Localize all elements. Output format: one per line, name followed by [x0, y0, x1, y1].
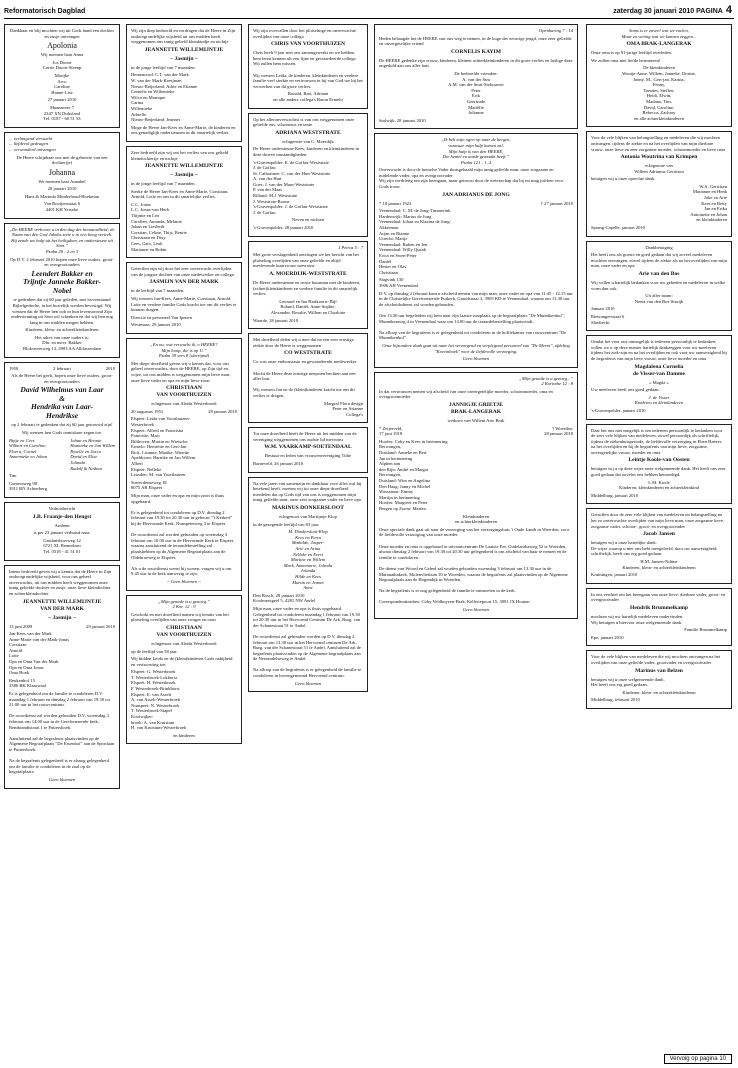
- closing: Moge de Heere Jan-Kees en Anne-Marie, de kinderen en ons genadiglijk ondersteunen in dit smartelijk verlies.: [131, 124, 236, 136]
- body: Intens bedroefd geven wij u kennis dat de Heere in Zijn ondoorgrondelijke wijsheid, voor ons geheel onverwachts, uit ons midden heeft weggenomen onze innig geliefde dochter en zusje, onze lieve kleindochter en achterkleindochter: [9, 568, 112, 596]
- text: mochten wij uw hartelijk medeleven ondervinden. Wij betuigen u hiervoor onze welgemeende dank.: [591, 613, 684, 625]
- column-5: [586, 24, 732, 1062]
- signature: H.M. Jansen-Ndiine Kinderen, klein- en achterkleinkinderen: [622, 559, 696, 570]
- siblings: Marijke Arco Caroline Hanne-Lise: [51, 72, 73, 95]
- date: Kruiningen, januari 2010: [591, 572, 638, 578]
- birth-date: 20 augustus 1951: [131, 408, 164, 414]
- body: In dat vertrouwen nemen wij afscheid van onze onvergetelijke moeder, schoonmoeder, oma en overgrootmoeder: [379, 388, 553, 400]
- arrangements: Er is gelegenheid om de familie te condoleren D.V. maandag 1 februari en dinsdag 2 februari van 19.30 tot 21.00 uur in het rouwcentrum. De rouwdienst zal worden gehouden D.V. woensdag 3 februari om 14.00 uur in de Gereformeerde kerk, Rembrandtstraat 1 te Puttershoek. Aansluitend zal de begrafenis plaatsvinden op de Algemene Begraafplaats "De Essenhof" aan de Sportlaan te Puttershoek. Na de begrafenis gelegenheid is er alsnog gelegenheid om de familie te condoleren in de zaal op de begraafplaats.: [9, 691, 115, 775]
- child-name: Johanna: [48, 167, 76, 177]
- deceased-name: Jacob Jansen: [643, 531, 675, 538]
- text: De Heere ondersteune en troste buurman met de kinderen, (achter)kleinkinderen en verdere familie in dit smartelijk verlies.: [253, 280, 361, 297]
- lead: Onze oma is op 91-jarige leeftijd overleden.: [591, 50, 672, 56]
- deceased-name: Hendrik Brummelkamp: [630, 604, 688, 611]
- address: Cumeraweg 98 3911 RN Achterberg: [9, 480, 48, 492]
- deceased-name: JAN ADRIANUS DE JONG: [442, 191, 510, 198]
- call-name: ~ Jasmijn ~: [48, 614, 76, 621]
- place: Arnhem: [54, 522, 70, 528]
- quote: „Mijn genade is u genoeg.” 2 Kor. 12 : 9: [158, 598, 210, 610]
- family: 's-Gravenpolder: E. de Goffau-Weststrate J. de Goffau St. Catharinee: C. van der Hart-Weststrate A. van der Hart Goes: J. van der Maas-Weststrate P. van der Maas Rilland: M.J. Weststrate J. Weststrate-Boone 's-Gravenpolder: J. de Goffau-Weststrate J. de Goffau: [253, 159, 331, 215]
- family: Hoofes: Coby en Kees in herinnering Berwangen, Duisland: Anneke en Bert Jan in herinnering Alphen aan den Rijn: André en Margot Berwangen, Duisland: Wim en Angelina Den Haag: Janny en Michel Wassenaar: Emmy Martijn in herinnering Hoofes: Margreet en Peter Bergen op Zoom: Marien: [379, 438, 448, 511]
- family: Jan-Kees van der Mark Anne-Marie van der Mark-Jonas Corstiaan Arnold Lotte Opa en Oma Van der Mark Opa en Oma Jonas Oma Hoek: [9, 631, 70, 676]
- deceased-name: OMA BRAK-LANGERAK: [626, 41, 692, 48]
- note: Geen bloemen: [462, 607, 490, 613]
- age: in de leeftijd van 7 maanden.: [131, 288, 185, 294]
- body: Sterke de Heere Jan-Kees en Anne-Marie, Corstiaan, Arnold, Lotte en ons in dit smartelijke verlies.: [131, 188, 229, 200]
- death-notice-neighbours: [248, 241, 368, 330]
- deceased-name: Leintje Koole-van Oosten: [628, 457, 690, 464]
- family: Heinenoord: C.T. van der Mark W. van der Mark-Koeijman Nieuw-Beijerland: Adrie en Elianne Cornelis en Willemieke Wilco en Monique Carina Willemieke Adrielle Nieuw-Beijerland: Jeannet: [131, 72, 198, 123]
- family: Elspeet: Leida van Voorthuizen- Westerbroek Elspeet: Alfred en Franciska Francette, Marc Bilthoven: Martin en Wietsche Ermelo: Henriëtte en Gert-Jan Rick, Lisanne, Maaike, Winette Apeldoorn: Harmke en Jan Willem Albert Elspeet: Nelleke Leusden: M. van Voorthuizen: [131, 416, 196, 478]
- note: Geen bloemen: [48, 776, 76, 782]
- call-name: Wij noemen haar Anna: [40, 52, 84, 58]
- continued-on-page-link[interactable]: Vervolg op pagina 10: [664, 1054, 732, 1064]
- note: ~ Geen bloemen ~: [167, 578, 201, 584]
- thanks-van-den-bos: [586, 241, 732, 332]
- body: Tot onze droefheid heeft de Heere uit het midden van de vereniging weggenomen ons oudste lid mevrouw: [253, 431, 357, 442]
- deceased-name: CO WESTSTRATE: [284, 350, 332, 357]
- grandchildren-notice: [586, 24, 732, 127]
- call-name: We noemen haar Annabel: [38, 178, 86, 184]
- thanks-note: Onze bijzondere dank gaat uit naar het verzorgend en verplegend personeel van "De Meent", afdeling "Koreinhoek" voor de liefdevolle verzorging.: [382, 342, 570, 354]
- age: op de leeftijd van 58 jaar.: [131, 648, 178, 654]
- spouse: echtgenote van Willem Adrianus Gerritsen: [634, 163, 684, 174]
- deceased-name: CHRISTIAAN VAN VOORTHUIZEN: [156, 624, 212, 638]
- text: betuigen wij u onze hartelijke dank. De wijze waarop u met ons hebt meegeleefd, door uw aanwezigheid, schriftelijk, heeft ons erg goed gedaan.: [591, 540, 718, 557]
- title: Dankbetuiging: [645, 244, 673, 250]
- couple-names: Leendert Bakker en Trijntje Janneke Bakker- Nobel: [22, 268, 102, 295]
- call-name: ~ Jasmijn ~: [170, 172, 198, 179]
- thanks-de-visser: [586, 335, 732, 419]
- body: Na vele jaren van samenzijn en dankbaar voor alles wat hij betekend heeft, moeten wij tot onze diepe droefheid meedelen dat op Gods tijd van ons is weggenomen mijn innig geliefde man, onze zeer zorgzame vader en lieve opa: [253, 480, 362, 503]
- age: in de gezegende leeftijd van 83 jaar.: [253, 521, 320, 527]
- family: De bedroefde vrienden: A. van der Sint A.M. van der Smit-Stobouwer Peter Erik Geertrude Mariëlle Julianne: [448, 70, 504, 116]
- note: Geen bloemen: [462, 356, 490, 362]
- family: W.A. Gerritsen Marianne en Henk Joke en Arie Kees en Betty Jan en Erika Antoinette en Johan en kleinkinderen: [690, 183, 727, 223]
- signature: J. de Visser Kinderen en kleinkinderen: [634, 394, 684, 406]
- dates: [379, 201, 573, 207]
- family: Kinderen, klein- en achterkleinkinderen: [25, 327, 99, 333]
- body: Geschokt en met droefheid namen wij kennis van het plotseling overlijden van onze zwager en oom: [131, 611, 229, 623]
- deceased-name: JASMIJN VAN DER MARK: [149, 279, 219, 286]
- body: Onverwacht is door de hemelse Vader thuisgehaald mijn innig geliefde man, onze zorgzame en midelende vader, opa en overgrootvader Wij zijn verdrietig om zijn heengaan, maar getroost door de wetenschap dat hij nu mag juichen voor Gods troon.: [379, 167, 564, 190]
- body: op 2 februari te gedenken dat zij 60 jaar getrouwd zijn!: [11, 422, 113, 428]
- family-right: Johan en Hennie Hannieke en Jan Willem Roselie en Jacco David en Elise Jolanda Rudolf & Nathan: [70, 437, 115, 471]
- signature: Familie Brummelkamp: [684, 627, 727, 633]
- column-1: [4, 24, 120, 1062]
- text: Wij willen u hartelijk bedanken voor uw gebeden en medeleven in welke vorm dan ook.: [591, 280, 726, 291]
- thanks-van-krimpen: [586, 131, 732, 236]
- address: Beukenhof 15 3386 BK Klaaswaal: [9, 677, 46, 689]
- signature: Uit aller naam: Neeia van den Bos-Struijk: [634, 293, 684, 304]
- body: te gedenken dat zij 60 jaar geleden, met bovenstaand Bijbelgedeelte, in het huwelijk werden bevestigd. Wij wensen dat de Heere hen ook in hun levensavond Zijn ondersteuning uit Sion wil schenken en dat wij hen nog lang in ons midden mogen hebben.: [11, 297, 113, 325]
- address: Gasthuisboerweg 12 6721 XL Bennekom Tel. 0318 - 41 51 01: [43, 537, 81, 554]
- family: De kleinkinderen Woutje-Anne, Willem, Janneke, Dorine, Janny, M., Gert-jan, Karina, Fenny, Tonnies, Steffen, Heidi, Elwin, Madana, Tim, David, Caroline, Rebecca, Zachary en alle achterkleinkinderen: [622, 65, 696, 121]
- body: Met diepe droefheid geven wij u kennis dat, voor ons geheel onverwachts, door de HEERE, op Zijn tijd en wijze, uit ons midden is weggenomen mijn lieve man, onze lieve vader en opa en mijn lieve zoon: [131, 360, 231, 383]
- date: Sprang-Capelle, januari 2010: [591, 225, 645, 231]
- deceased-name: Magdalena Cornelia de Visser-van Damme: [633, 363, 685, 377]
- deceased-name: Antonia Woutrina van Krimpen: [620, 154, 698, 161]
- quote: „Mijn genade is u genoeg...” 2 Korinthe 12 : 8: [519, 375, 573, 387]
- spouse: echtgenote van C. Moerdijk: [282, 138, 334, 144]
- thanks-van-belzen: [586, 650, 732, 709]
- spouse: echtgenoot van Aleida Westerbroek: [151, 640, 217, 646]
- body: In ons verdriet om het heengaan van onze lieve, dierbare vader, groot- en overgrootvader: [591, 591, 726, 603]
- column-3: [248, 24, 368, 1062]
- date: Januari 2010: [591, 306, 615, 312]
- deceased-name: Arie van den Bos: [638, 271, 680, 277]
- quote: 1 Petrus 5 : 7: [337, 244, 363, 250]
- family-end: en kinderen: [173, 732, 195, 738]
- deceased-name: CHRIS VAN VOORTHUIZEN: [271, 41, 345, 48]
- family: Elspeet: G. Westerbroek T. Westerbroek-Lokhorst Elspeet: H. Westerbroek F. Westerbroek-Brinkhorst Elspeet: E. van Asselt A. van Asselt-Westerbroek Nunspeet: N. Westerbroek T. Westerbroek-Stapel Kootwijker- broek: A. van Kruistum H. van Kruistum-Westerbroek: [131, 669, 187, 731]
- quote: „Ik heb mijn ogen op naar de bergen, vanwaar mijn hulp komen zal. Mijn hulp is van den HEERE, Die hemel en aarde gemaakt heeft.” Psalm 121 : 1, 2: [441, 137, 511, 165]
- call-name: « Magda »: [649, 379, 669, 385]
- anniv-date: 2 februari: [53, 365, 71, 371]
- wish: Wij wensen hen Gods onmisbare zegen toe.: [21, 430, 103, 436]
- death-notice-co-weststrate: [248, 333, 368, 423]
- text: betuigen wij u onze welgemeende dank. Het heeft ons erg goed gedaan.: [591, 676, 665, 688]
- intro: Dankbaar en blij mochten wij uit Gods hand een dochter en zusje ontvangen: [10, 28, 114, 39]
- call-name: ~ Jasmijn ~: [170, 55, 198, 62]
- parents: Jos Doorn Corrie Doorn-Steenp: [42, 59, 82, 71]
- date: Barneveld, 26 januari 2010: [253, 461, 304, 467]
- text: De HEERE gedenke zijn vrouw, kinderen, kleinen achterkleinkinderen in dit grote verlies en heilige deze ongeduld aan ons aller hart.: [379, 57, 573, 69]
- birth-notice-apolonia: [4, 24, 120, 128]
- body: Chris heeft 9 jaar met ons samengewerkt en we hebben hem leren kennen als een fijne en gewaardeerde collega. Wij zullen hem missen. Wij wensen Leida, de kinderen, kleinkinderen en verdere familie veel sterkte en vertrouwen in hij van God toe bij het verwerken van dit grote verlies.: [253, 50, 363, 89]
- thanks-jansen: [586, 508, 732, 583]
- family-left: Bijtje en Cees Wilbert en Caroline; Elvera, Cornel Annemieke en Johan: [9, 437, 48, 460]
- deceased-name: JEANNETTE WILLEMIJNTJE: [144, 46, 224, 53]
- deceased-name: A. MOERDIJK-WESTSTRATE: [269, 271, 347, 277]
- signature: Margraf Flora design Peter en Arianne Collega's: [324, 400, 363, 417]
- family: Veenendaal: C. M. de Jong-Timmerink Hardenwijk: Marius de Jong Veenendaal: Johan en Klazina de Jong- Akkerman Arjan en Rianne Utrecht: Marije Veenendaal: Ruben en Jen Veenendaal: Willy Quaak Erica en Swen-Peter Daniël Hester en Olav Christiaan: [379, 208, 452, 275]
- body: De Heere ondersteune Kees, kinderen en kleinkinderen in deze droeve omstandigheden.: [253, 146, 360, 157]
- birth-date: 13 juni 2009: [9, 623, 33, 629]
- lead: Als de Heere het geeft, hopen onze lieve ouders, groot- en overgrootouders: [11, 373, 113, 384]
- date-address: Den Bosch, 28 januari 2010 Koolmeesgeel 5, 4281 NW Andel: [253, 592, 316, 604]
- intro: ... verlangend verwacht ... liefdevol gedragen ... verwonderd ontvangen: [9, 135, 56, 152]
- arrangements: Onze speciale dank gaat uit naar de verzorging van het verzorgingshuis 't Oude Landt in Woerden, voor de liefdevolle verzorging van onze moeder. Onze moeder en oma is opgebaard in uitvaartcentrum De Laatste Eer, Oudelandseweg 52 te Woerden, alwaar dinsdag 2 februari van 19.30 tot 20.30 uur gelegenheid is om afscheid van haar te nemen en de familie te condoleren. De dienst van Woord en Gebed zal worden gehouden woensdag 3 februari om 13.30 uur in de Maranathakerk, Molenvlietlaan 10 te Woerden, waarna de begrafenis zal plaatsvinden op de Algemene Begraafplaats aan de Hogendijk in Woerden. Na de begrafenis is er nog gelegenheid de familie te ontmoeten in de kerk. Correspondentieadres: Coby Veldhuyzen-Brak, Kelleriepoort 15, 3991 JX Houten: [379, 526, 570, 605]
- lead: Op het alleronverwachtst is van ons weggenomen onze geliefde zus, schoonzus en tante: [253, 116, 355, 128]
- page-label: PAGINA: [696, 8, 723, 15]
- death-notice-brak-langerak: [374, 372, 578, 619]
- signature: Directie en personeel Van Ipenen: [131, 314, 192, 320]
- signature: Kinderen, klein- en achterkleinkinderen: [622, 689, 696, 695]
- birth-date: 28 januari 2010: [47, 186, 77, 192]
- age: in de jonge leeftijd van 7 maanden.: [131, 181, 196, 187]
- lead: Zeer bedroefd zijn wij om het verlies van ons geliefd kleindochtertje en nichtje: [131, 149, 229, 161]
- deceased-name: Marinus van Belzen: [635, 667, 683, 674]
- family-end: Neven en nichten: [291, 217, 325, 223]
- body: Met droefheid delen wij u mee dat na een zeer ernstige ziekte door de Heere is weggenomen: [253, 337, 354, 348]
- moving-notice: [4, 502, 120, 561]
- thanks: betuigen wij u onze oprechte dank.: [591, 176, 656, 182]
- birth-date: * Zeijerveld, 17 juni 1918: [379, 425, 403, 437]
- column-4: [374, 24, 578, 1062]
- thanks-koole: [586, 424, 732, 505]
- anniversary-van-laar: [4, 362, 120, 498]
- names: J.B. Fraanje-den Hengst: [32, 513, 92, 520]
- address: Staverdenseweg 18 8075 AR Elspeet: [131, 479, 167, 491]
- signature: Ronald, Bart, Adriaan en alle andere collega's Baron Ermelo: [273, 91, 343, 102]
- death-date: † 27 januari 2010: [540, 200, 573, 206]
- body: Getroffen door de zeer vele blijken van medeleven en belangstelling na het zo onverwachte overlijden van mijn lieve man, onze zorgzame lieve, zorgzame vader, schoon-, groot- en overgrootvader: [591, 512, 725, 529]
- death-notice-de-jong: [374, 133, 578, 367]
- birth-notice-johanna: [4, 132, 120, 219]
- quote: Soms is er zoveel wat we voelen, Maar zo weinig wat we kunnen zeggen...: [621, 28, 697, 39]
- date: Stolwijk, 28 januari 2010: [379, 117, 426, 123]
- wish: Wij bidden Leida en de (klein)kinderen Gods nabijheid en vertroosting toe.: [131, 656, 233, 667]
- age: in de jonge leeftijd van 7 maanden.: [131, 64, 196, 70]
- spouse: echtgenoot van Martijntje Klop: [279, 514, 337, 520]
- body: Voor de vele blijken van medeleven die wij mochten ontvangen na het overlijden van onze geliefde vader, grootvader en overgrootvader: [591, 654, 721, 665]
- birth-date: * 18 januari 1923: [379, 200, 412, 206]
- header-rule: [4, 18, 734, 19]
- page-number: 4: [725, 4, 732, 16]
- quote: Openbaring 7 : 14: [538, 28, 573, 33]
- signature: Bestuur en leden van vrouwenvereniging Tithe: [264, 453, 352, 459]
- body: Met grote verslagenheid ontvingen we het bericht van het plotseling overlijden van onze geliefde en altijd meelevende buurvrouw mevrouw: [253, 252, 359, 269]
- dates: [131, 409, 237, 415]
- deceased-name: JEANNETTE WILLEMIJNTJE VAN DER MARK: [22, 598, 102, 612]
- deceased-name: CHRISTIAAN VAN VOORTHUIZEN: [156, 385, 212, 399]
- lead: Op D.V. 2 februari 2010 hopen onze lieve ouders, groot- en overgrootouders: [10, 256, 114, 268]
- text: betuigen wij u op deze wijze onze welgemeende dank. Het heeft ons zeer goed gedaan dat zoveles ons hebben bemoedigd.: [591, 466, 726, 478]
- text: We zullen oma met liefde herinneren!: [591, 57, 661, 63]
- text: Co was onze enthousiaste en gewaardeerde medewerker. Mocht de Heere deze ernstige neepsten hechten aan een aller hart. Wij wensen Jan en de (klein)kinderen kracht toe om dit verlies te dragen.: [253, 359, 358, 398]
- body: Wij wensen Jan-Kees, Anne-Marie, Corstiaan, Arnold, Lotte en verdere familie Gods kracht toe om dit verlies te kunnen dragen.: [131, 296, 237, 313]
- parents: Hans & Marinda Minderhoud-Hoekman: [24, 193, 100, 199]
- newspaper-name: Reformatorisch Dagblad: [4, 8, 86, 15]
- death-notice-jasmijn: [4, 565, 120, 789]
- anniversary-bakker: [4, 223, 120, 358]
- family: C.C. Jonas L.C. Jonas-van Herk Thijmie en Leo Carolien, Amanda, Melanie Johan en Liesbeth Corstian, Celine, Thijs, Bentie Christiaan en Dixy Cees, Cato, Leah Marianne en Robin: [131, 201, 187, 252]
- death-date: † Woerden, 28 januari 2010: [544, 425, 573, 437]
- title: Verhuisbericht: [48, 505, 76, 511]
- notice: is per 23 januari verhuisd naar:: [33, 530, 91, 536]
- family-grid: [9, 438, 115, 474]
- couple-names: David Wilhelmus van Laar & Hendrika van Laar- Hendrikse: [20, 385, 104, 420]
- family-end: Kleinkinderen en achterkleinkinderen: [455, 513, 497, 525]
- spouse: weduwe van Willem Arie Brak: [447, 418, 505, 424]
- thanks-brummelkamp: [586, 588, 732, 647]
- body: Voor de vele blijken van belangstelling en medeleven die wij mochten ontvangen, tijdens de ziekte en na het overlijden van mijn dierbare vrouw, onze lieve en zeer zorgzame moeder, schoonmoeder en lieve oma: [591, 135, 726, 152]
- date-text: zaterdag 30 januari 2010: [613, 8, 695, 15]
- date: Westmaas, 29 januari 2010: [131, 322, 181, 328]
- address: Het adres van onze ouders is: Dhr. en mevr. Bakker Bloksweerweg 13, 2983 AA Alblasserdam: [23, 334, 101, 352]
- note: Geen bloemen: [294, 680, 322, 686]
- death-notice-colleague: [248, 24, 368, 109]
- quote: „De HEERE verhoore u in den dag der benauwdheid; de Naam van den God Jakobs zette u in een hoog vertrek. Hij zende uw hulp uit het heiligdom, en ondersteune uit Sion.” Psalm 20 : 2 en 3: [9, 226, 115, 255]
- family: M. Donkersloot-Klop Kees en Petra Mathilde, Jasper- Arie en Arina Nelleke en Evert Martine en Willem Mark, Annemarie, Jolinda Jolanda Hilde en Kees Martin en Jeanet Anne: [283, 529, 333, 591]
- body: Het heeft ons als goeste en goed gedaan dat wij zoveel medeleven mochten ontvangen, zowel tijdens de ziekte als na het overlijden van mijn man, onze vader en opa: [591, 252, 727, 269]
- year-end: 2010: [105, 365, 115, 371]
- column-2: [126, 24, 242, 1062]
- death-notice-jonas: [126, 146, 242, 258]
- deceased-name: MARINUS DONKERSLOOT: [272, 505, 344, 512]
- date: Waarde, 28 januari 2010: [253, 317, 299, 323]
- year-row: [9, 366, 115, 372]
- death-date: 29 januari 2010: [86, 623, 115, 629]
- signature: Leonard en Ina Hartkoorn- Bijl Roland, Daniël, Anne-Sophie, Alexander, Rosalie, Willem en Charlotte: [270, 298, 346, 315]
- date: Middelburg, februari 2010: [591, 697, 640, 703]
- address: Van Rooijenstraat 6 4401 KH Yerseke: [43, 201, 81, 213]
- child-name: Apolonia: [47, 41, 77, 51]
- body: Omdat het voor ons onmogelijk is iedereen persoonlijk te bedanken, willen we u op deze manier hartelijk dankzeggen voor uw meeleven tijdens het ziek-zijn en na het overlijden en ook voor uw aanwezigheid bij de begrafenis van mijn lieve vrouw, onze lieve moeder en oma: [591, 339, 727, 361]
- death-date: 28 januari 2010: [208, 408, 237, 414]
- deceased-name: ADRIANA WESTSTRATE: [275, 129, 341, 136]
- death-notice-van-voorthuizen: [126, 338, 242, 591]
- year-start: 1950: [9, 365, 19, 371]
- body: Heden behaagde het de HEERE van ons weg te nemen, in de hoge der eeuwige jeugd, onze zeer geliefde en onvergetelijke vriend: [379, 35, 572, 47]
- deceased-name: JANNIGJE GRIETJE BRAK-LANGERAK: [449, 402, 503, 416]
- spouse: echtgenoot van Aleida Westerbroek: [151, 401, 217, 407]
- body: Wij zijn diep bedroefd en verdragen dat de Heere in Zijn ondoorgrondelijke wijsheid uit ons midden heeft weggenomen ons innig geliefd kleinkindje en nichtje: [131, 28, 236, 45]
- arrangements: Mijn man, onze vader en opa is thuis opgebaard. Gelegenheid tot condoleren maandag 1 februari van 19.30 tot 20.30 uur in het Hervormd Centrum De Ark, Burg. van der Schanestraat 51 te Andel. De rouwdienst zal gehouden worden op D.V. dinsdag 2 februari om 13.30 uur in het Hervormd centrum De Ark, Burg. van der Schanestraat 51 te Andel. Aansluitend zal de begrafenis plaatsvinden op de Algemene begraafplaats aan de Neerandelseweg te Andel. Na afloop van de begrafenis is er gelegenheid de familie te condoleren in bovengenoemd Hervormd centrum.: [253, 605, 362, 679]
- birth-date: 27 januari 2010: [47, 97, 77, 103]
- page-header: [0, 0, 738, 22]
- text: Uw meeleven heeft ons goed gedaan.: [591, 387, 660, 393]
- deceased-name: JEANNETTE WILLEMIJNTJE: [144, 163, 224, 170]
- body: Daar het ons niet mogelijk is om iedereen persoonlijk te bedanken voor de zeer vele blijken van medeleven, zowel persoonlijk als schriftelijk, tijdens de ziekenhuisperiode, de liefdevolle verzorging in Eben Haëzer, na het overlijden en bij de begrafenis van mijn lieve, zorgzame, onvergetelijke vrouw, moeder en oma: [591, 427, 723, 455]
- death-notice-grandparents: [126, 24, 242, 142]
- signature: L.M. Koole Kinderen, kleinkinderen en achterkleinkind: [619, 479, 699, 491]
- lead: De Heere schijnbaar ons met de geboorte van een dochter(je): [16, 154, 108, 166]
- address: Slagvink 130 3906 AH Veenendaal: [379, 277, 418, 288]
- deceased-name: W.M. VAARKAMP-SOETENDAAL: [264, 444, 352, 451]
- address: Maanzeeze 7 2347 XN Dirksland Tel. 0187 - 60 51 53: [43, 104, 81, 122]
- dates: [9, 624, 115, 630]
- date: Epe, januari 2010: [591, 634, 624, 640]
- quote: „En nu, wat verwacht ik, o HEERE? Mijn hoop, die is op U.” Psalm 39 vers 8 (oberijmd): [150, 341, 218, 359]
- arrangements: Mijn man, onze vader en opa en mijn zoon is thuis opgebaard. Er is gelegenheid tot condoleren op D.V. dinsdag 2 februari van 19.30 tot 20.30 uur in gebouw "'t Kerkerf" bij de Hervormde Kerk, Nunspeterweg 3 te Elspeet. De rouwdienst zal worden gehouden op woensdag 3 februari om 10.00 uur in de Hervormde Kerk te Elspeet, waarna aansluitend de teraardebestelling zal plaatshebben op de Algemene Begraafplaats aan de Oldebroeweg te Elspeet. Als u de rouwdienst wenst bij wonen, vragen wij u om 9.45 uur in de kerk aanwezig te zijn.: [131, 493, 235, 577]
- deceased-name: CORNELIS KAYIM: [451, 48, 501, 55]
- death-notice-westerbroek: [126, 595, 242, 745]
- death-notice-donkersloot: [248, 477, 368, 693]
- lead: Getroffen zijn wij door het zeer onverwacht overlijden van de jongste dochter van onze medewerker en collega: [131, 266, 234, 277]
- death-notice-weststrate: [248, 113, 368, 237]
- address: Rietzangerstraat 6 Sliedrecht: [591, 313, 625, 325]
- date: Middelburg, januari 2010: [591, 492, 638, 498]
- death-notice-vaarkamp: [248, 427, 368, 472]
- death-notice-employer: [126, 262, 242, 334]
- dates: [379, 426, 573, 437]
- family-tim: Tim: [9, 473, 17, 479]
- date: 's-Gravenpolder, januari 2010: [591, 407, 646, 413]
- date: 's-Gravenpolder, 28 januari 2010: [253, 225, 314, 231]
- lead: Wij zijn overvallen door het plotselinge en onverwachte overlijden van onze collega: [253, 28, 357, 39]
- page-date: [613, 4, 732, 16]
- arrangements: D.V. op dinsdag 2 februari kunt u afscheid nemen van mijn man, onze vader en opa van 11.45 - 12.15 uur in de Christelijke Gereformeerde Putkerk, Grandstraat 3, 3905 KD te Veenendaal, waarna om 13.30 uur de afscheidsdienst zal worden gehouden. Om 13.30 uur begeleiden wij hem naar zijn laatste rustplaats op de begraafplaats "De Munnikenhof", Munnikenweg 4 in Veenendaal waar om 14.00 uur de teraardebestelling plaatsvindt. Na afloop van de begrafenis is er gelegenheid tot condoleren in de koffiekamer van rouwcentrum "De Munnikenhof".: [379, 290, 573, 341]
- death-notice-kayim: [374, 24, 578, 129]
